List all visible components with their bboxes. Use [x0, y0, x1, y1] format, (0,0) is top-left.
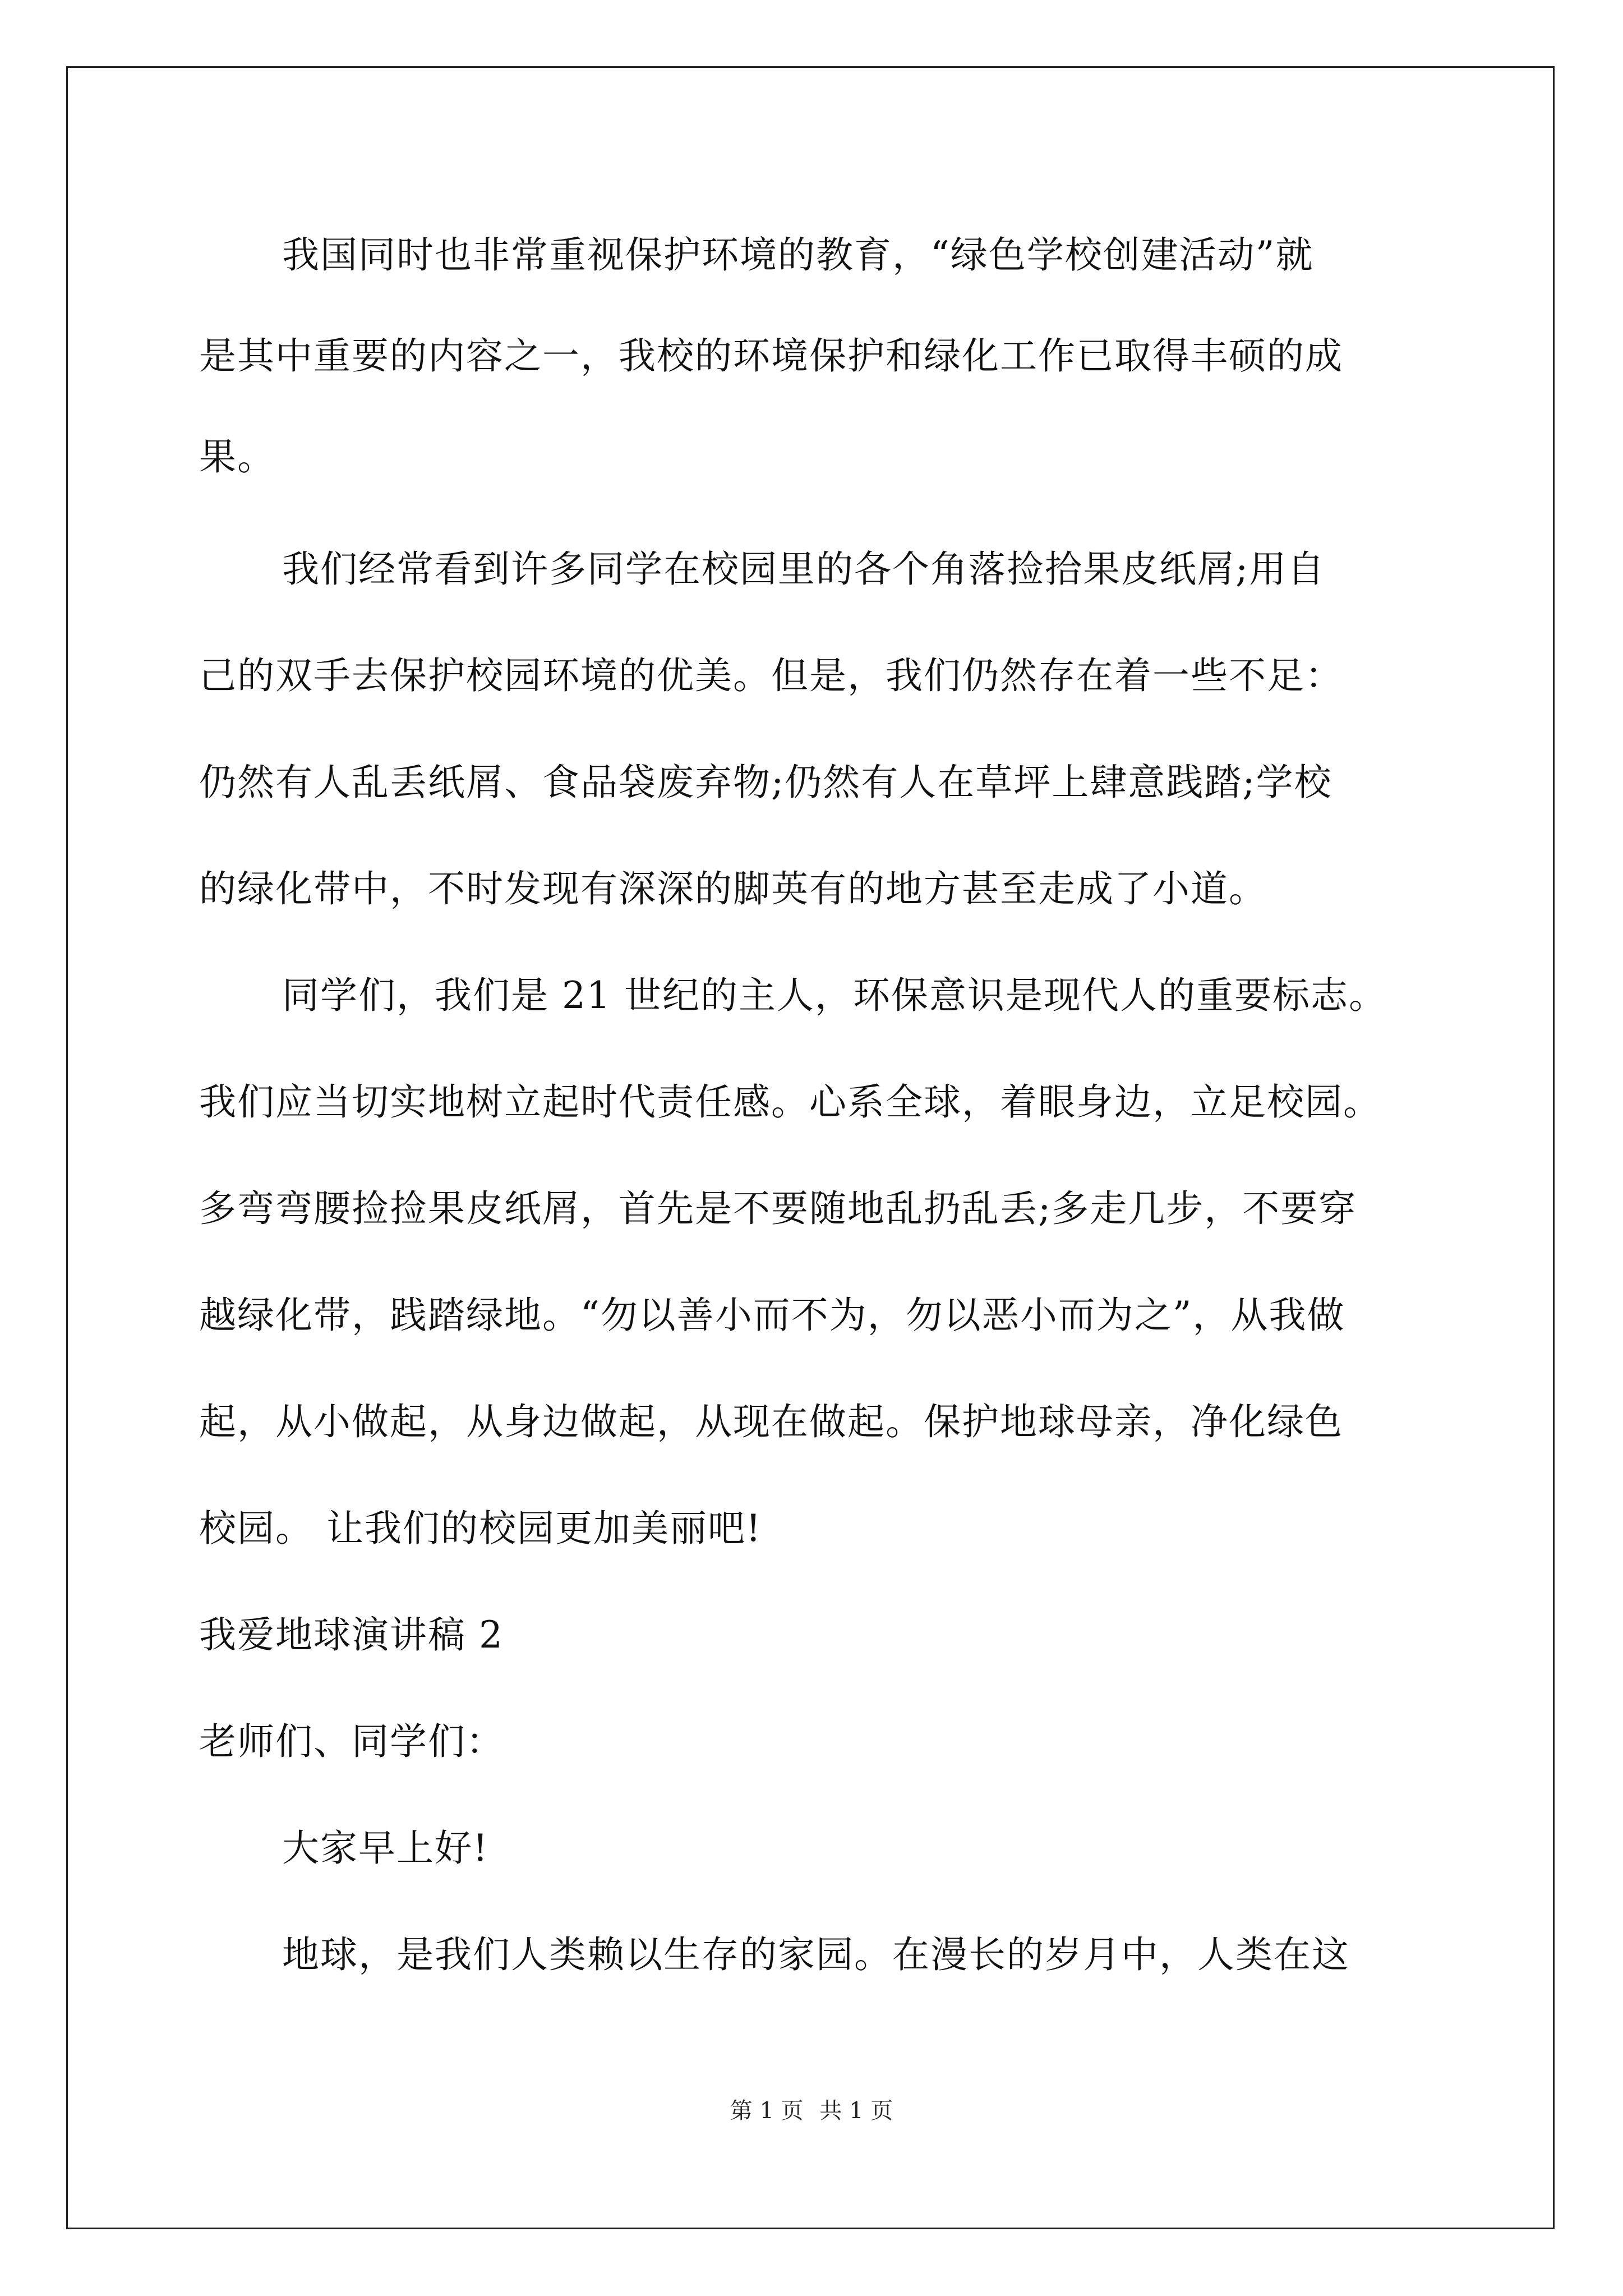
text-line: 我们应当切实地树立起时代责任感。心系全球，着眼身边，立足校园。 [199, 1080, 1381, 1124]
text-line: 同学们，我们是 21 世纪的主人，环保意识是现代人的重要标志。 [282, 974, 1387, 1017]
text-line: 的绿化带中，不时发现有深深的脚英有的地方甚至走成了小道。 [199, 867, 1267, 910]
salutation: 老师们、同学们： [199, 1720, 504, 1763]
text-line: 是其中重要的内容之一，我校的环境保护和绿化工作已取得丰硕的成 [199, 334, 1343, 378]
text-line: 多弯弯腰捡捡果皮纸屑，首先是不要随地乱扔乱丢;多走几步，不要穿 [199, 1187, 1357, 1230]
text-line: 越绿化带，践踏绿地。“勿以善小而不为，勿以恶小而为之”，从我做 [199, 1294, 1345, 1337]
page-footer [0, 2097, 1623, 2125]
page-total: 共 1 页 [819, 2098, 893, 2124]
text-line: 我国同时也非常重视保护环境的教育，“绿色学校创建活动”就 [282, 233, 1314, 277]
text-line: 果。 [199, 435, 275, 478]
text-line: 己的双手去保护校园环境的优美。但是，我们仍然存在着一些不足： [199, 654, 1343, 697]
page-border [66, 66, 1555, 2229]
text-line: 起，从小做起，从身边做起，从现在做起。保护地球母亲，净化绿色 [199, 1400, 1343, 1443]
section-title: 我爱地球演讲稿 2 [199, 1613, 504, 1657]
greeting: 大家早上好! [282, 1826, 489, 1870]
text-line: 校园。 让我们的校园更加美丽吧! [199, 1507, 762, 1550]
text-line: 我们经常看到许多同学在校园里的各个角落捡拾果皮纸屑;用自 [282, 547, 1326, 591]
page-number: 第 1 页 [730, 2098, 804, 2124]
text-line: 地球，是我们人类赖以生存的家园。在漫长的岁月中，人类在这 [282, 1933, 1350, 1976]
text-line: 仍然有人乱丢纸屑、食品袋废弃物;仍然有人在草坪上肆意践踏;学校 [199, 761, 1332, 804]
